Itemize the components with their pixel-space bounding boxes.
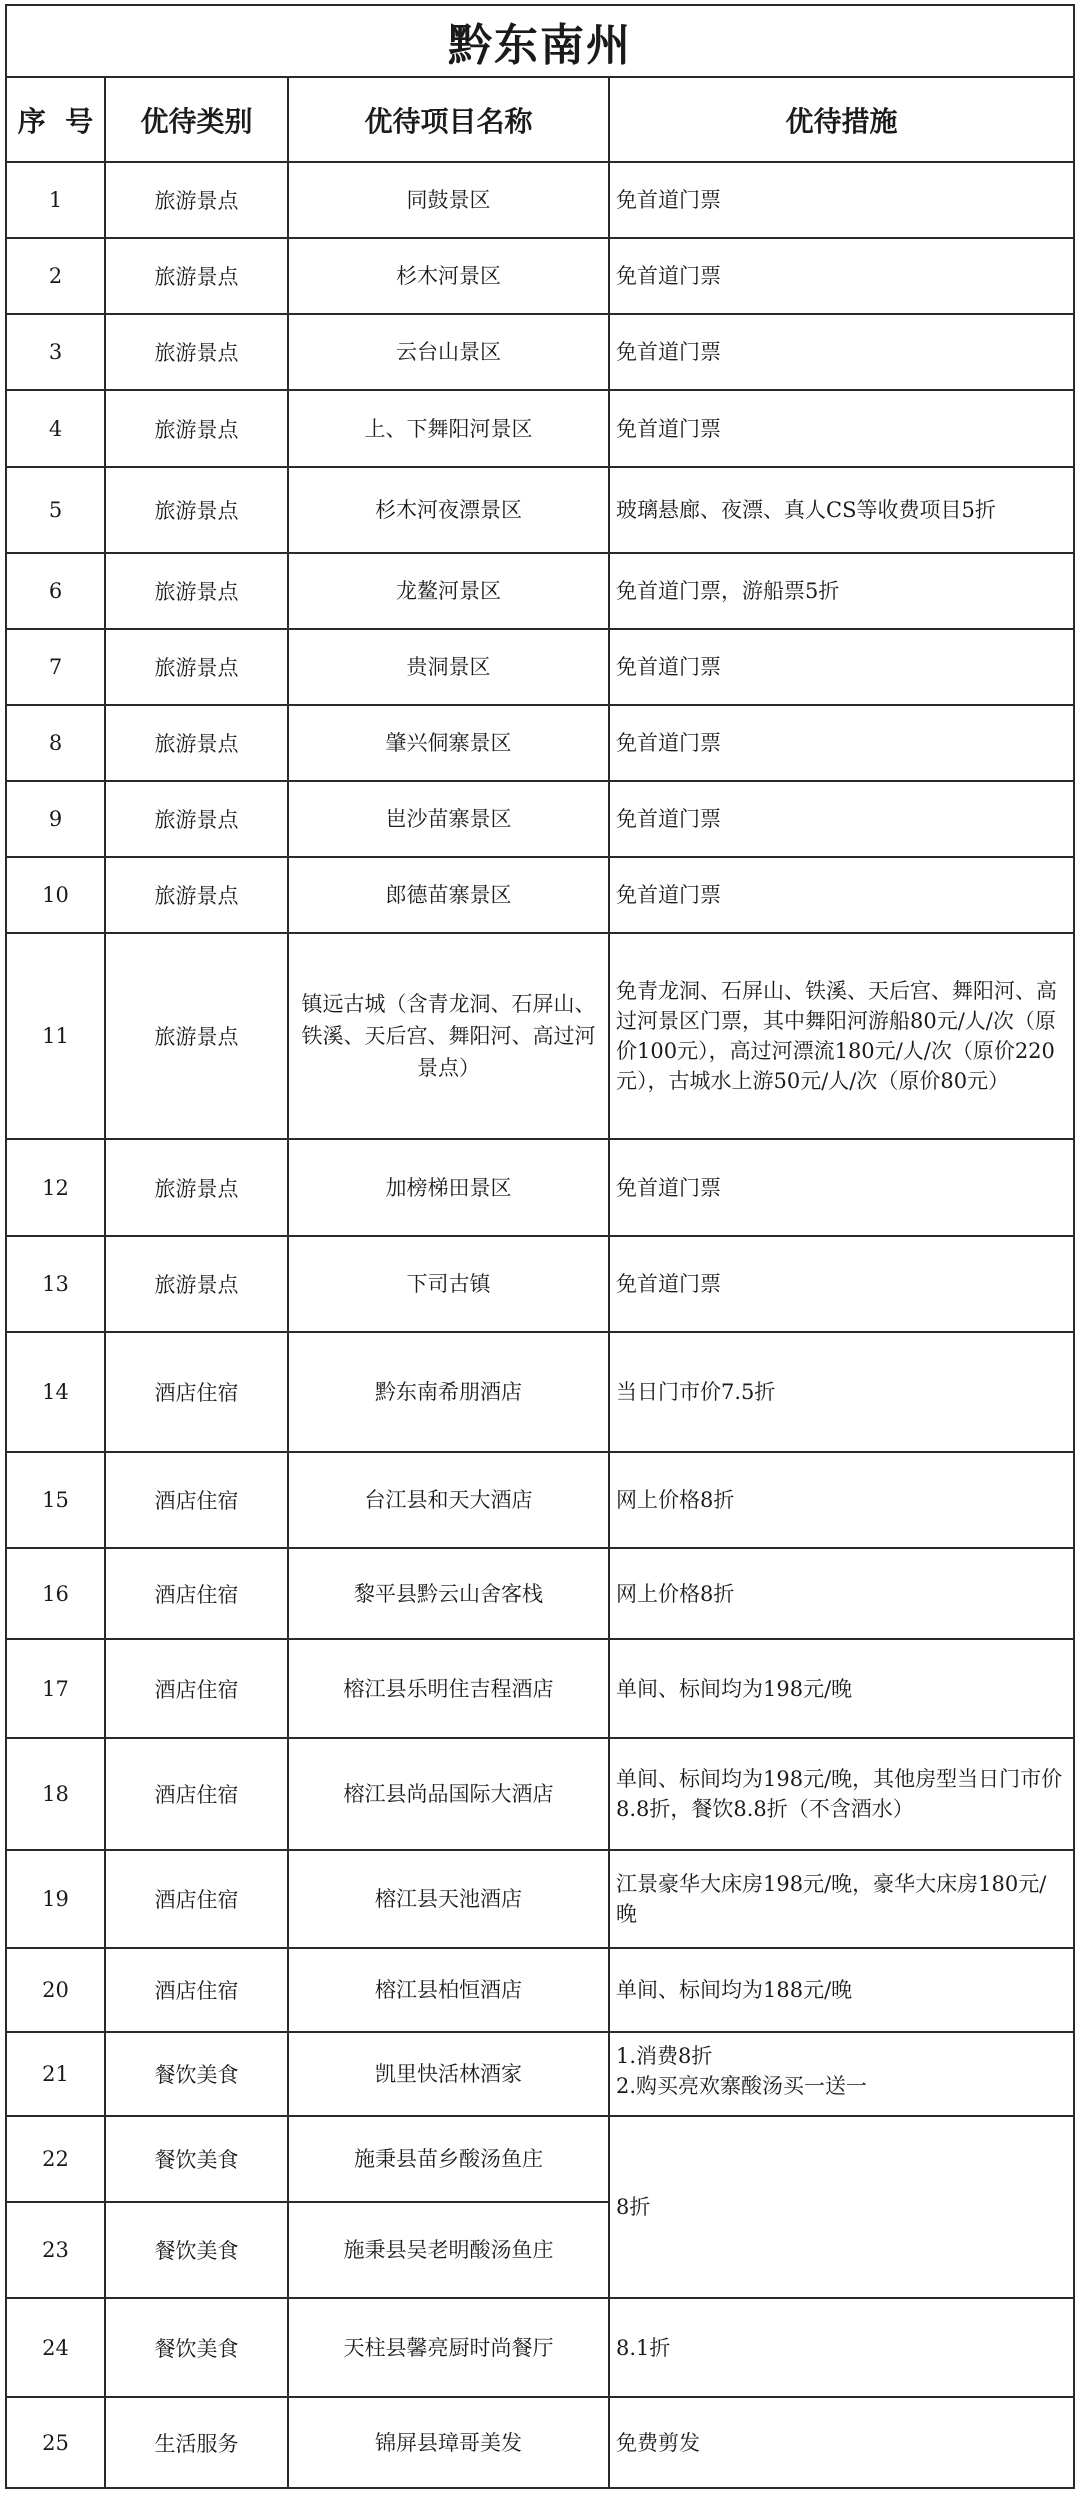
row-measure: 免首道门票 (609, 162, 1074, 238)
row-no: 3 (6, 314, 105, 390)
table-row (6, 2116, 1074, 2202)
row-category: 旅游景点 (105, 467, 288, 553)
row-measure: 单间、标间均为198元/晚，其他房型当日门市价8.8折，餐饮8.8折（不含酒水） (609, 1738, 1074, 1850)
row-measure: 8折 (609, 2116, 1074, 2298)
row-no: 12 (6, 1139, 105, 1236)
table-row (6, 705, 1074, 781)
row-category: 旅游景点 (105, 933, 288, 1139)
row-name: 榕江县尚品国际大酒店 (288, 1738, 609, 1850)
row-category: 旅游景点 (105, 238, 288, 314)
table-row (6, 162, 1074, 238)
table-row (6, 629, 1074, 705)
row-category: 酒店住宿 (105, 1548, 288, 1639)
row-measure: 免首道门票 (609, 629, 1074, 705)
row-no: 11 (6, 933, 105, 1139)
title-row (6, 5, 1074, 77)
row-name: 施秉县吴老明酸汤鱼庄 (288, 2202, 609, 2298)
row-category: 餐饮美食 (105, 2032, 288, 2116)
table-row (6, 2032, 1074, 2116)
table-row (6, 1738, 1074, 1850)
row-no: 23 (6, 2202, 105, 2298)
row-category: 餐饮美食 (105, 2202, 288, 2298)
row-name: 黎平县黔云山舍客栈 (288, 1548, 609, 1639)
row-measure: 单间、标间均为198元/晚 (609, 1639, 1074, 1738)
row-category: 旅游景点 (105, 1236, 288, 1332)
row-no: 24 (6, 2298, 105, 2397)
row-measure: 免首道门票 (609, 1236, 1074, 1332)
header-name: 优待项目名称 (288, 77, 609, 162)
row-name: 榕江县天池酒店 (288, 1850, 609, 1948)
row-name: 凯里快活林酒家 (288, 2032, 609, 2116)
row-category: 旅游景点 (105, 1139, 288, 1236)
row-category: 旅游景点 (105, 314, 288, 390)
discount-table-sheet (5, 4, 1073, 2492)
row-measure: 江景豪华大床房198元/晚，豪华大床房180元/晚 (609, 1850, 1074, 1948)
row-name: 天柱县馨亮厨时尚餐厅 (288, 2298, 609, 2397)
row-no: 18 (6, 1738, 105, 1850)
row-measure: 免首道门票 (609, 390, 1074, 467)
row-category: 旅游景点 (105, 553, 288, 629)
row-no: 8 (6, 705, 105, 781)
row-measure: 8.1折 (609, 2298, 1074, 2397)
row-name: 下司古镇 (288, 1236, 609, 1332)
row-measure: 玻璃悬廊、夜漂、真人CS等收费项目5折 (609, 467, 1074, 553)
row-category: 旅游景点 (105, 781, 288, 857)
table-row (6, 238, 1074, 314)
row-category: 餐饮美食 (105, 2298, 288, 2397)
row-name: 加榜梯田景区 (288, 1139, 609, 1236)
row-no: 1 (6, 162, 105, 238)
row-no: 22 (6, 2116, 105, 2202)
table-row (6, 1236, 1074, 1332)
table-row (6, 857, 1074, 933)
table-row (6, 390, 1074, 467)
row-measure: 免首道门票 (609, 314, 1074, 390)
row-name: 黔东南希朋酒店 (288, 1332, 609, 1452)
header-no: 序 号 (6, 77, 105, 162)
row-name: 上、下舞阳河景区 (288, 390, 609, 467)
row-measure: 1.消费8折 2.购买亮欢寨酸汤买一送一 (609, 2032, 1074, 2116)
table-title: 黔东南州 (6, 5, 1074, 77)
row-measure: 当日门市价7.5折 (609, 1332, 1074, 1452)
table-row (6, 781, 1074, 857)
row-no: 10 (6, 857, 105, 933)
row-name: 锦屏县璋哥美发 (288, 2397, 609, 2488)
table-row (6, 1948, 1074, 2032)
row-category: 酒店住宿 (105, 1332, 288, 1452)
table-row (6, 1452, 1074, 1548)
row-no: 6 (6, 553, 105, 629)
row-no: 2 (6, 238, 105, 314)
header-measure: 优待措施 (609, 77, 1074, 162)
row-category: 旅游景点 (105, 705, 288, 781)
row-no: 7 (6, 629, 105, 705)
header-row (6, 77, 1074, 162)
table-row (6, 314, 1074, 390)
row-measure: 免首道门票 (609, 857, 1074, 933)
table-row (6, 1139, 1074, 1236)
row-no: 13 (6, 1236, 105, 1332)
row-no: 17 (6, 1639, 105, 1738)
row-no: 16 (6, 1548, 105, 1639)
row-measure: 单间、标间均为188元/晚 (609, 1948, 1074, 2032)
row-name: 榕江县乐明住吉程酒店 (288, 1639, 609, 1738)
row-no: 5 (6, 467, 105, 553)
row-name: 杉木河夜漂景区 (288, 467, 609, 553)
row-category: 旅游景点 (105, 857, 288, 933)
row-category: 旅游景点 (105, 390, 288, 467)
table-row (6, 1548, 1074, 1639)
row-no: 21 (6, 2032, 105, 2116)
row-no: 9 (6, 781, 105, 857)
row-category: 旅游景点 (105, 629, 288, 705)
row-no: 14 (6, 1332, 105, 1452)
header-category: 优待类别 (105, 77, 288, 162)
row-name: 肇兴侗寨景区 (288, 705, 609, 781)
row-name: 郎德苗寨景区 (288, 857, 609, 933)
table-row (6, 553, 1074, 629)
row-name: 同鼓景区 (288, 162, 609, 238)
row-no: 15 (6, 1452, 105, 1548)
row-name: 岜沙苗寨景区 (288, 781, 609, 857)
row-measure: 免费剪发 (609, 2397, 1074, 2488)
table-row (6, 2298, 1074, 2397)
row-category: 餐饮美食 (105, 2116, 288, 2202)
row-category: 酒店住宿 (105, 1850, 288, 1948)
row-measure: 网上价格8折 (609, 1548, 1074, 1639)
row-category: 酒店住宿 (105, 1639, 288, 1738)
row-category: 酒店住宿 (105, 1948, 288, 2032)
row-measure: 免首道门票 (609, 705, 1074, 781)
row-no: 4 (6, 390, 105, 467)
row-category: 酒店住宿 (105, 1452, 288, 1548)
row-no: 20 (6, 1948, 105, 2032)
row-measure: 免青龙洞、石屏山、铁溪、天后宫、舞阳河、高过河景区门票，其中舞阳河游船80元/人/次（原价100元），高过河漂流180元/人/次（原价220元），古城水上游50元/人/次（原价80元） (609, 933, 1074, 1139)
table-row (6, 1639, 1074, 1738)
row-name: 镇远古城（含青龙洞、石屏山、铁溪、天后宫、舞阳河、高过河景点） (288, 933, 609, 1139)
row-name: 施秉县苗乡酸汤鱼庄 (288, 2116, 609, 2202)
row-no: 19 (6, 1850, 105, 1948)
row-category: 生活服务 (105, 2397, 288, 2488)
row-measure: 免首道门票，游船票5折 (609, 553, 1074, 629)
table-row (6, 933, 1074, 1139)
discount-table (5, 4, 1075, 2489)
row-measure: 免首道门票 (609, 1139, 1074, 1236)
table-row (6, 1850, 1074, 1948)
row-measure: 网上价格8折 (609, 1452, 1074, 1548)
table-row (6, 467, 1074, 553)
row-measure: 免首道门票 (609, 238, 1074, 314)
row-measure: 免首道门票 (609, 781, 1074, 857)
row-name: 龙鳌河景区 (288, 553, 609, 629)
row-no: 25 (6, 2397, 105, 2488)
row-name: 贵洞景区 (288, 629, 609, 705)
row-name: 云台山景区 (288, 314, 609, 390)
row-name: 杉木河景区 (288, 238, 609, 314)
row-category: 酒店住宿 (105, 1738, 288, 1850)
table-row (6, 2397, 1074, 2488)
table-row (6, 1332, 1074, 1452)
row-name: 台江县和天大酒店 (288, 1452, 609, 1548)
row-category: 旅游景点 (105, 162, 288, 238)
row-name: 榕江县柏恒酒店 (288, 1948, 609, 2032)
